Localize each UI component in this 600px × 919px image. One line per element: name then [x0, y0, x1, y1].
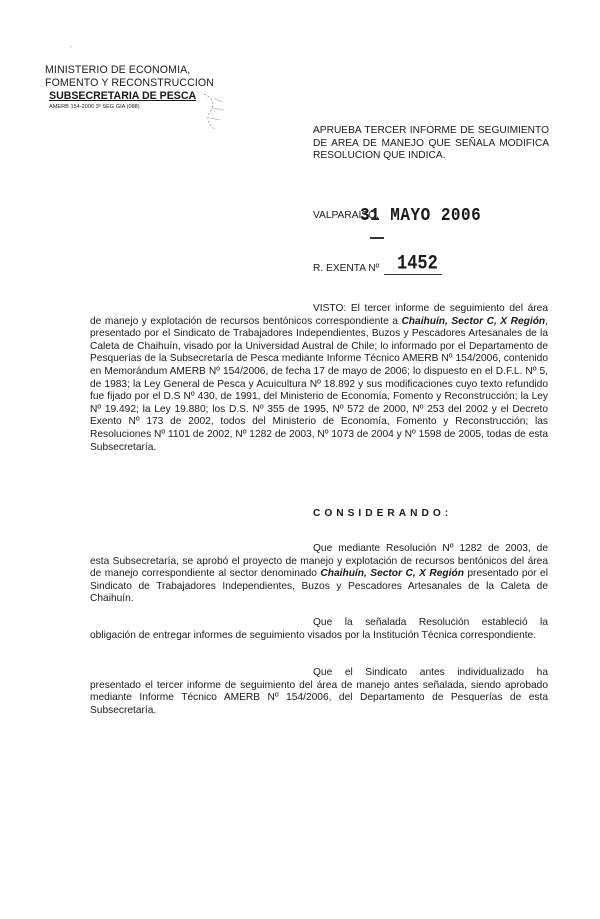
considerando-3	[90, 667, 548, 717]
c1-text-2: presentado por el Sindicato de Trabajadores Independientes, Buzos y Pescadores Artesanales de la Caleta de Chaihuín.	[90, 568, 548, 605]
resolution-label: R. EXENTA Nº	[313, 263, 380, 274]
considerando-2-paragraph: Que la señalada Resolución estableció la obligación de entregar informes de seguimiento visados por la Institución Técnica correspondiente.	[90, 617, 548, 641]
subsecretaria-line: SUBSECRETARIA DE PESCA	[49, 90, 197, 102]
date-stamp: 31 MAYO 2006	[360, 205, 482, 226]
place-label: VALPARAISO,	[313, 210, 379, 221]
visto-area-name: Chaihuín, Sector C, X Región	[401, 315, 546, 327]
ministry-line-2: FOMENTO Y RECONSTRUCCION	[45, 77, 214, 89]
reference-code: AMERB 154-2006 3º SEG GIA (088)	[49, 104, 140, 110]
considerando-heading: CONSIDERANDO:	[313, 508, 453, 519]
considerando-3-paragraph: Que el Sindicato antes individualizado ha presentado el tercer informe de seguimiento del área de manejo antes señalada, siendo aprobado mediante Informe Técnico AMERB Nº 154/2006, del Departamento de Pesquerías de esta Subsecretaría.	[90, 667, 548, 716]
letterhead	[45, 64, 215, 111]
ministry-line: MINISTERIO DE ECONOMIA,	[45, 64, 191, 76]
c1-text-1: Que mediante Resolución Nº 1282 de 2003, de esta Subsecretaría, se aprobó el proyecto de manejo y explotación de recursos bentónicos del área de manejo correspondiente al sector denominado	[90, 543, 548, 580]
considerando-1-paragraph	[90, 543, 548, 606]
considerando-2	[90, 617, 548, 642]
c1-area-name: Chaihuín, Sector C, X Región	[320, 568, 464, 580]
resolution-number: 1452	[397, 253, 438, 276]
visto-text-2: , presentado por el Sindicato de Trabajadores Independientes, Buzos y Pescadores Artesanales de la Caleta de Chaihuín, visado por la Universidad Austral de Chile; lo informado por el Departamento de Pesquerías de la Subsecretaría de Pesca mediante Informe Técnico AMERB Nº 154/2006, contenido en Memorándum AMERB Nº 154/2006, de fecha 17 de mayo de 2006; lo dispuesto en el D.F.L. Nº 5, de 1983; la Ley General de Pesca y Acuicultura Nº 18.892 y sus modificaciones cuyo texto refundido fue fijado por el D.S Nº 430, de 1991, del Ministerio de Economía, Fomento y Reconstrucción; la Ley Nº 19.492; la Ley 19.880; los D.S. Nº 355 de 1995, Nº 572 de 2000, Nº 253 del 2002 y el Decreto Exento Nº 173 de 2002, todos del Ministerio de Economía, Fomento y Reconstrucción; las Resoluciones Nº 1101 de 2002, Nº 1282 de 2003, Nº 1073 de 2004 y Nº 1598 de 2005, todas de esta Subsecretaría.	[90, 315, 548, 453]
title-text: APRUEBA TERCER INFORME DE SEGUIMIENTO DE AREA DE MANEJO QUE SEÑALA MODIFICA RESOLUCION QUE INDICA.	[313, 125, 549, 162]
stamp-mark-icon	[200, 90, 228, 136]
visto-text-1: VISTO: El tercer informe de seguimiento del área de manejo y explotación de recursos bentónicos correspondiente a	[90, 303, 548, 327]
visto-section	[90, 303, 548, 454]
considerando-1	[90, 543, 548, 606]
dash-mark	[370, 237, 384, 239]
scan-speck: .	[70, 40, 73, 49]
resolution-title	[313, 125, 549, 163]
visto-paragraph	[90, 303, 548, 454]
